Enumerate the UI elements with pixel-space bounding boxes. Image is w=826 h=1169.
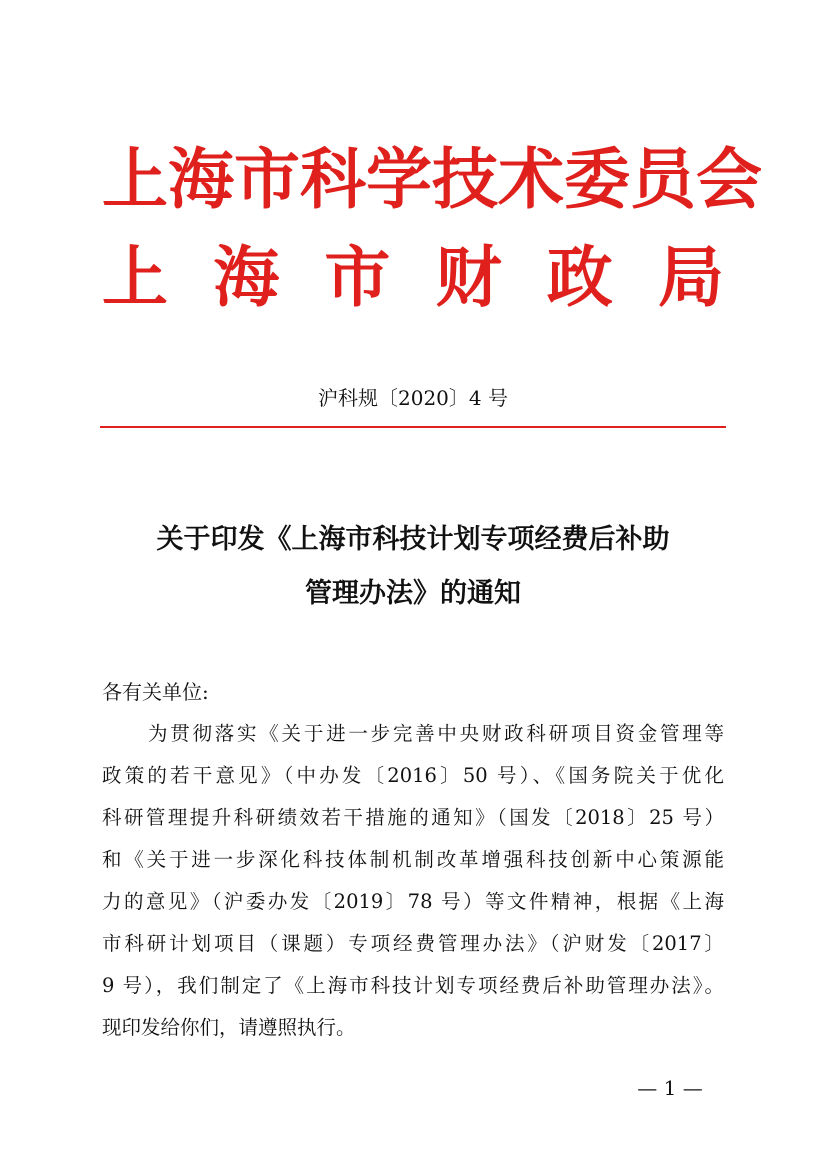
issuer-char: 海 (213, 239, 280, 316)
addressee: 各有关单位: (102, 680, 209, 704)
issuer-line-1 (102, 140, 762, 220)
body-line: 力的意见》（沪委办发〔2019〕78 号）等文件精神，根据《上海 (102, 890, 724, 913)
issuer-char: 市 (234, 141, 300, 218)
red-separator-rule (100, 426, 726, 428)
issuer-char: 科 (300, 141, 366, 218)
issuer-char: 局 (657, 239, 724, 316)
issuer-char: 术 (498, 141, 564, 218)
body-line: 和《关于进一步深化科技体制机制改革增强科技创新中心策源能 (102, 848, 724, 871)
issuer-char: 市 (324, 239, 391, 316)
issuer-char: 员 (630, 141, 696, 218)
issuer-char: 财 (435, 239, 502, 316)
body-line: 科研管理提升科研绩效若干措施的通知》（国发〔2018〕25 号） (102, 806, 724, 829)
issuer-char: 学 (366, 141, 432, 218)
issuer-char: 海 (168, 141, 234, 218)
document-title-line-1: 关于印发《上海市科技计划专项经费后补助 (156, 524, 670, 555)
body-line: 9 号），我们制定了《上海市科技计划专项经费后补助管理办法》。 (102, 974, 724, 997)
issuer-char: 上 (102, 141, 168, 218)
issuer-char: 会 (696, 141, 762, 218)
body-line: 为贯彻落实《关于进一步完善中央财政科研项目资金管理等 (148, 722, 724, 745)
body-line: 现印发给你们，请遵照执行。 (102, 1016, 356, 1039)
document-number: 沪科规〔2020〕4 号 (318, 386, 508, 410)
issuer-char: 技 (432, 141, 498, 218)
document-title-line-2: 管理办法》的通知 (305, 578, 521, 609)
issuer-char: 委 (564, 141, 630, 218)
issuer-char: 政 (546, 239, 613, 316)
body-line: 政策的若干意见》（中办发〔2016〕50 号）、《国务院关于优化 (102, 764, 724, 787)
issuer-char: 上 (102, 239, 168, 316)
page-number: — 1 — (637, 1076, 703, 1100)
body-line: 市科研计划项目（课题）专项经费管理办法》（沪财发〔2017〕 (102, 932, 724, 955)
issuer-line-2 (102, 238, 724, 318)
